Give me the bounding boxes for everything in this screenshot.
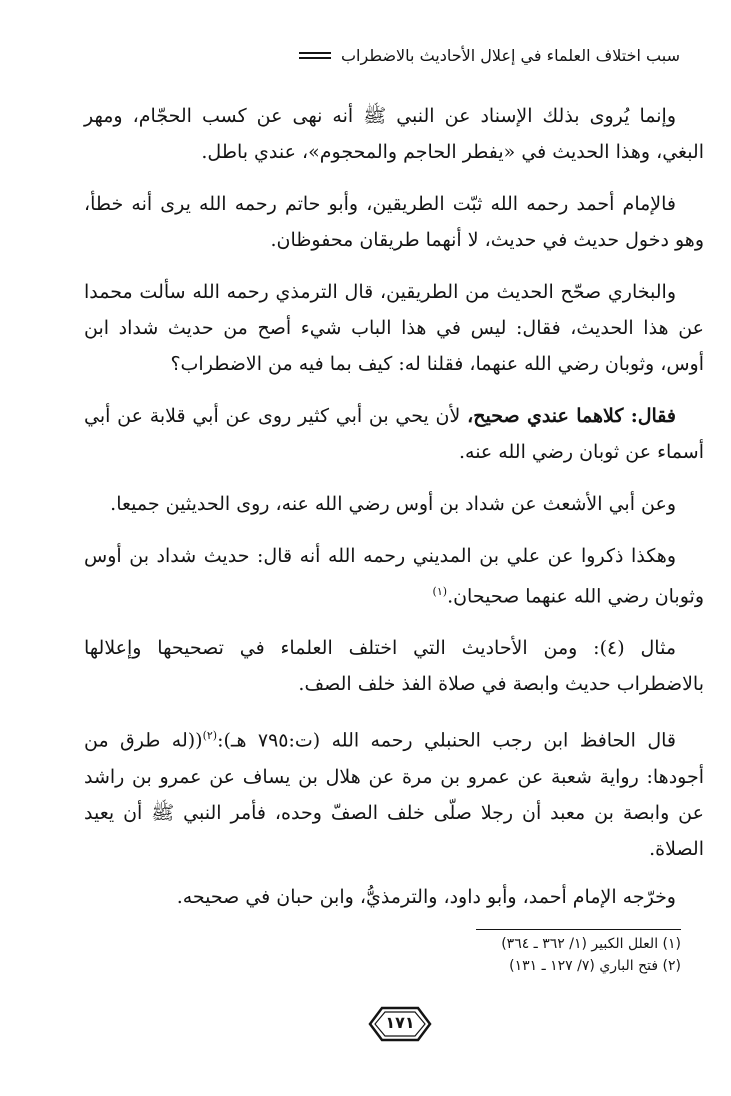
bold-phrase: فقال: كلاهما عندي صحيح، bbox=[467, 405, 677, 427]
paragraph-rest: لأن يحي بن أبي كثير روى عن أبي قلابة عن أبي أسماء عن ثوبان رضي الله عنه. bbox=[84, 405, 704, 463]
footnote-divider bbox=[476, 929, 681, 930]
paragraph-qala bbox=[84, 398, 704, 470]
footnote-ref-1[interactable]: (١) bbox=[432, 585, 448, 598]
paragraph: فالإمام أحمد رحمه الله ثبّت الطريقين، وأبو حاتم رحمه الله يرى أنه خطأ، وهو دخول حديث في حديث، لا أنهما طريقان محفوظان. bbox=[84, 193, 704, 251]
footnote-1: (١) العلل الكبير (١/ ٣٦٢ ـ ٣٦٤) bbox=[501, 936, 681, 952]
page-number: ١٧١ bbox=[385, 1013, 415, 1032]
page-number-badge bbox=[366, 1004, 434, 1044]
quote-text: ((له طرق من أجودها: رواية شعبة عن عمرو بن مرة عن هلال بن يساف عن عمرو بن راشد عن وابصة بن معبد أن رجلا صلّى خلف الصفّ وحده، فأمر النبي ﷺ أن يعيد الصلاة. bbox=[84, 729, 704, 860]
footnote-ref-2[interactable]: (٢) bbox=[202, 729, 218, 743]
header-title: سبب اختلاف العلماء في إعلال الأحاديث بالاضطراب bbox=[340, 45, 680, 65]
paragraph-text: قال الحافظ ابن رجب الحنبلي رحمه الله (ت:٧٩٥ هـ): bbox=[217, 729, 676, 752]
running-header bbox=[120, 40, 680, 70]
paragraph: وخرّجه الإمام أحمد، وأبو داود، والترمذيُّ، وابن حبان في صحيحه. bbox=[176, 885, 676, 908]
paragraph-rajab bbox=[84, 718, 704, 866]
footnotes bbox=[181, 933, 681, 977]
paragraph: وإنما يُروى بذلك الإسناد عن النبي ﷺ أنه نهى عن كسب الحجّام، ومهر البغي، وهذا الحديث في «يفطر الحاجم والمحجوم»، عندي باطل. bbox=[84, 105, 704, 163]
footnote-2: (٢) فتح الباري (٧/ ١٢٧ ـ ١٣١) bbox=[509, 958, 681, 974]
header-ornament bbox=[299, 52, 331, 59]
paragraph: وعن أبي الأشعث عن شداد بن أوس رضي الله عنه، روى الحديثين جميعا. bbox=[110, 493, 676, 515]
paragraph: والبخاري صحّح الحديث من الطريقين، قال الترمذي رحمه الله سألت محمدا عن هذا الحديث، فقال: ليس في هذا الباب شيء أصح من حديث شداد ابن أوس، وثوبان رضي الله عنهما، فقلنا له: كيف بما فيه من الاضطراب؟ bbox=[84, 281, 704, 375]
paragraph-text: وهكذا ذكروا عن علي بن المديني رحمه الله أنه قال: حديث شداد بن أوس وثوبان رضي الله عنهما صحيحان. bbox=[84, 545, 704, 608]
main-text bbox=[84, 98, 704, 931]
paragraph-madini bbox=[84, 538, 704, 614]
paragraph: مثال (٤): ومن الأحاديث التي اختلف العلماء في تصحيحها وإعلالها بالاضطراب حديث وابصة في صلاة الفذ خلف الصف. bbox=[84, 637, 704, 696]
